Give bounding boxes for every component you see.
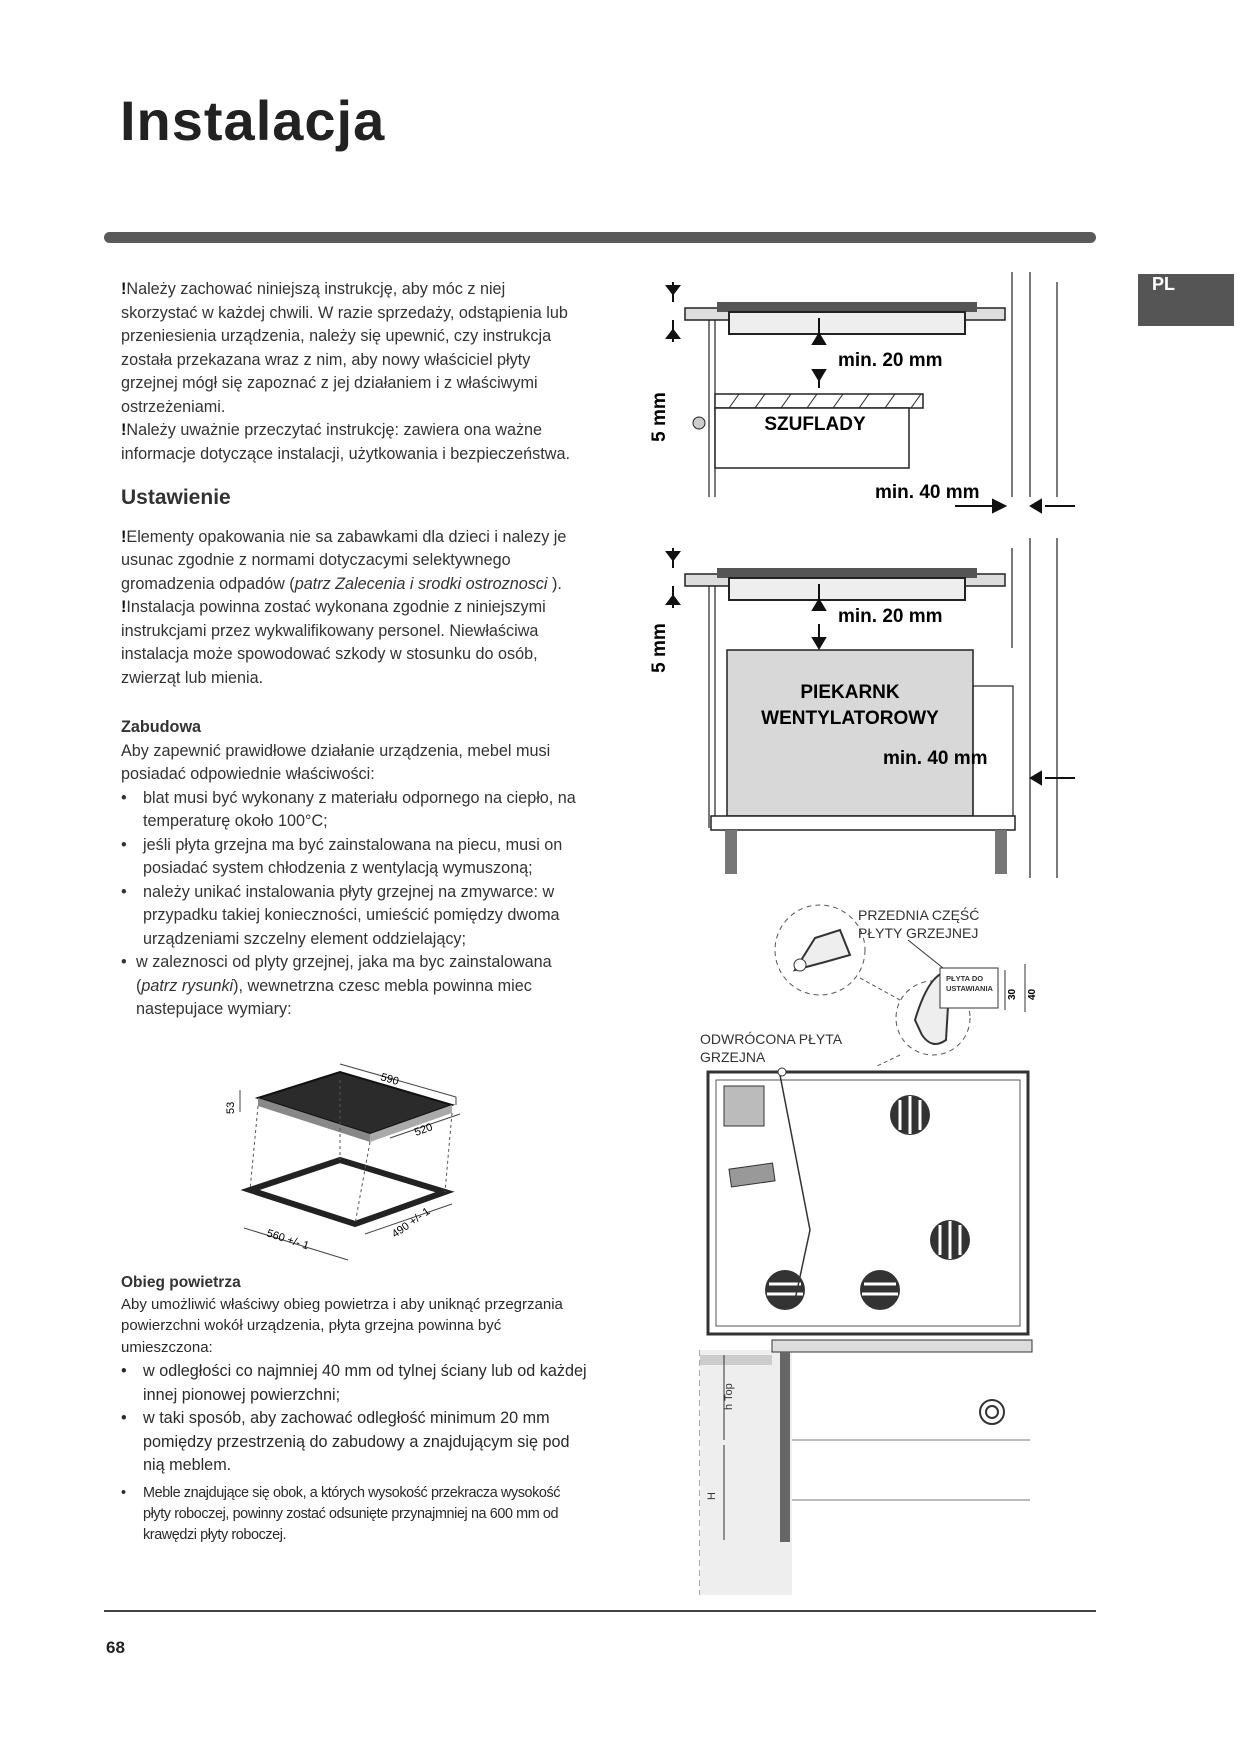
front-part-label-2: PŁYTY GRZEJNEJ bbox=[858, 925, 979, 941]
drawer-knob bbox=[693, 417, 705, 429]
zabudowa-intro: Aby zapewnić prawidłowe działanie urządzenia, mebel musi posiadać odpowiednie właściwości: bbox=[121, 741, 551, 783]
drawers-clearance-diagram bbox=[649, 272, 1095, 532]
inverted-hob-label-2: GRZEJNA bbox=[700, 1049, 766, 1065]
hob-section-wall bbox=[780, 1352, 790, 1542]
hob-fixing-diagram bbox=[700, 900, 1060, 1600]
header-rule bbox=[104, 232, 1096, 243]
installer-warning: !Instalacja powinna zostać wykonana zgodnie z niniejszymi instrukcjami przez wykwalifikowany personel. Niewłaściwa instalacja może spowodować szkody w stosunku do osób, zwierząt lub mienia. bbox=[121, 598, 546, 687]
intro-paragraph-2: !Należy uważnie przeczytać instrukcję: zawiera ona ważne informacje dotyczące instalacji, użytkowania i bezpieczeństwa. bbox=[121, 421, 570, 463]
hob-section-top bbox=[772, 1340, 1032, 1352]
list-item: • w odległości co najmniej 40 mm od tylnej ściany lub od każdej innej pionowej powierzchni; bbox=[121, 1360, 591, 1407]
intro-paragraph-1: !Należy zachować niniejszą instrukcję, aby móc z niej skorzystać w każdej chwili. W razie sprzedaży, odstąpienia lub przeniesienia urządzenia, należy się upewnić, czy instrukcja została przekazana wraz z nim, aby nowy właściciel płyty grzejnej mógł się zapoznać z jej działaniem i z właściwymi ostrzeżeniami. bbox=[121, 280, 568, 416]
dim-30: 30 bbox=[1007, 988, 1018, 1000]
list-item: • w zaleznosci od plyty grzejnej, jaka ma byc zainstalowana (patrz rysunki), wewnetrzna czesc mebla powinna miec nastepujace wymiary: bbox=[121, 951, 581, 1022]
fan-grille-icon bbox=[765, 1270, 805, 1310]
hob-body bbox=[729, 578, 965, 600]
plinth bbox=[711, 816, 1015, 830]
language-tab: PL bbox=[1138, 274, 1234, 326]
oven-body bbox=[727, 650, 973, 816]
subheading-obieg: Obieg powietrza bbox=[121, 1274, 241, 1291]
list-item: • Meble znajdujące się obok, a których wysokość przekracza wysokość płyty roboczej, powinny zostać odsunięte przynajmniej na 600 mm od krawędzi płyty roboczej. bbox=[121, 1483, 591, 1546]
terminal-block bbox=[724, 1086, 764, 1126]
list-item: • blat musi być wykonany z materiału odpornego na ciepło, na temperaturę około 100°C; bbox=[121, 787, 581, 834]
obieg-intro: Aby umożliwić właściwy obieg powietrza i aby uniknąć przegrzania powierzchni wokół urządzenia, płyta grzejna powinna być umieszczona: bbox=[121, 1295, 563, 1356]
setting-plate-label-1: PŁYTA DO bbox=[946, 974, 984, 983]
list-item: • należy unikać instalowania płyty grzejnej na zmywarce: w przypadku takiej konieczności, umieścić pomiędzy dwoma urządzeniami szczelny element oddzielający; bbox=[121, 881, 581, 952]
dim-520: 520 bbox=[412, 1121, 435, 1139]
setting-plate-label-2: USTAWIANIA bbox=[946, 984, 993, 993]
top-gap-label: min. 20 mm bbox=[838, 350, 943, 371]
H-label: H bbox=[706, 1492, 718, 1500]
obieg-section bbox=[121, 1272, 591, 1546]
subheading-zabudowa: Zabudowa bbox=[121, 718, 202, 736]
inverted-hob-label-1: ODWRÓCONA PŁYTA bbox=[700, 1031, 843, 1047]
front-part-label-1: PRZEDNIA CZĘŚĆ bbox=[858, 907, 980, 923]
list-item: • jeśli płyta grzejna ma być zainstalowana na piecu, musi on posiadać system chłodzenia z wentylacją wymuszoną; bbox=[121, 834, 581, 881]
obieg-list bbox=[121, 1360, 591, 1546]
page-title: Instalacja bbox=[120, 89, 386, 152]
worktop-section bbox=[700, 1350, 792, 1595]
back-gap-label: min. 40 mm bbox=[875, 482, 980, 503]
foot-left bbox=[725, 830, 737, 874]
list-item: • w taki sposób, aby zachować odległość minimum 20 mm pomiędzy przestrzenią do zabudowy a znajdującym się pod nią meblem. bbox=[121, 1407, 591, 1478]
oven-label-line1: PIEKARNK bbox=[800, 682, 900, 703]
drawer-top bbox=[715, 394, 923, 408]
hob-glass bbox=[717, 302, 977, 312]
oven-label-line2: WENTYLATOROWY bbox=[761, 708, 939, 729]
foot-right bbox=[995, 830, 1007, 874]
hob-body bbox=[729, 312, 965, 334]
dim-40: 40 bbox=[1027, 988, 1038, 1000]
dim-560: 560 +/- 1 bbox=[265, 1227, 311, 1253]
drawers-label: SZUFLADY bbox=[764, 414, 866, 435]
h-top-label: h Top bbox=[723, 1383, 735, 1410]
dim-490: 490 +/- 1 bbox=[389, 1205, 433, 1241]
back-gap-label: min. 40 mm bbox=[883, 748, 988, 769]
hob-glass bbox=[717, 568, 977, 578]
side-gap-label: 5 mm bbox=[649, 392, 670, 442]
dim-590: 590 bbox=[379, 1071, 401, 1088]
side-gap-label: 5 mm bbox=[649, 623, 670, 673]
section-heading-ustawienie: Ustawienie bbox=[121, 486, 231, 509]
packaging-warning: !Elementy opakowania nie sa zabawkami dla dzieci i nalezy je usunac zgodnie z normami dotyczacymi selektywnego gromadzenia odpadów (patrz Zalecenia i srodki ostroznosci ). bbox=[121, 527, 567, 593]
zabudowa-list bbox=[121, 787, 581, 1022]
left-column bbox=[121, 278, 581, 1022]
footer-rule bbox=[104, 1610, 1096, 1612]
fan-grille-icon bbox=[860, 1270, 900, 1310]
dim-53: 53 bbox=[225, 1101, 237, 1114]
cutout-dimensions-figure bbox=[225, 1050, 480, 1260]
top-gap-label: min. 20 mm bbox=[838, 606, 943, 627]
oven-clearance-diagram bbox=[649, 538, 1095, 878]
page-number: 68 bbox=[106, 1638, 125, 1657]
